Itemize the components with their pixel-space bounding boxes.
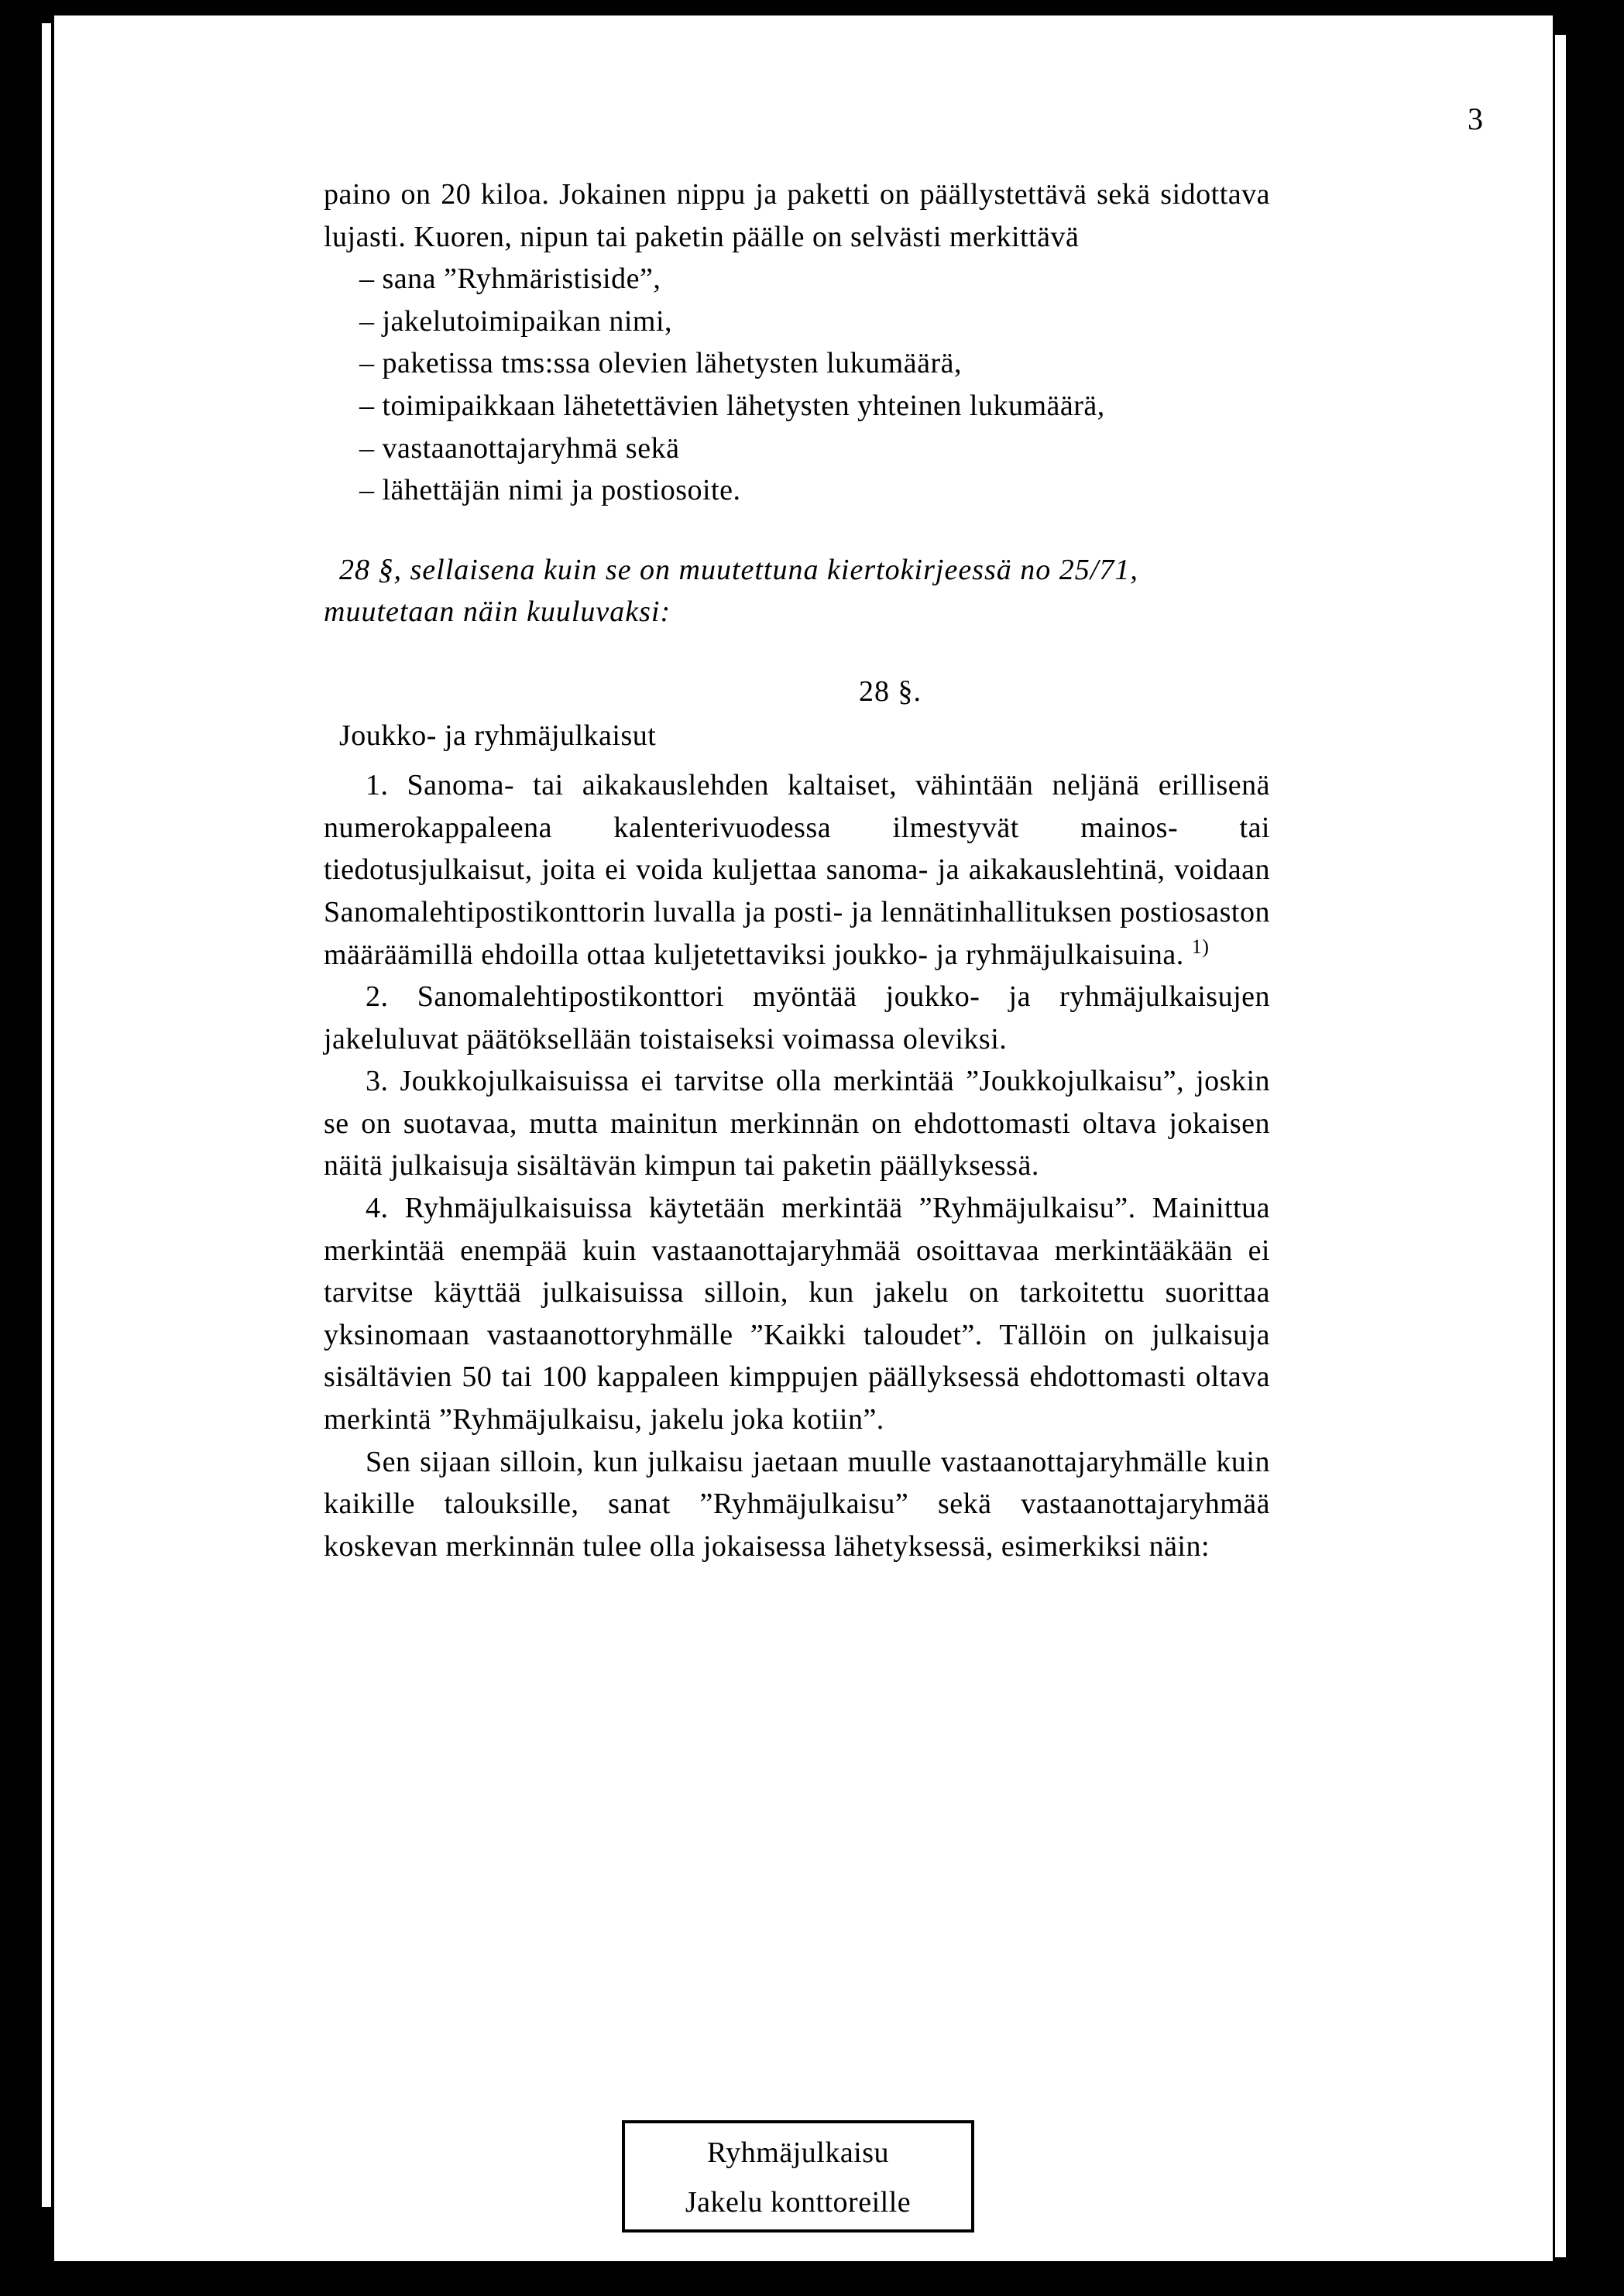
document-body: [324, 173, 1270, 1567]
section-paragraph: [324, 764, 1270, 976]
example-label-line: Ryhmäjulkaisu: [706, 2136, 890, 2169]
list-item: – toimipaikkaan lähetettävien lähetysten yhteinen lukumäärä,: [359, 389, 1105, 422]
section-paragraph: Sen sijaan silloin, kun julkaisu jaetaan muulle vastaanottajaryhmälle kuin kaikille talouksille, sanat ”Ryhmäjulkaisu” sekä vastaanottajaryhmää koskevan merkinnän tulee olla jokaisessa lähetyksessä, esimerkiksi näin:: [324, 1445, 1270, 1563]
list-item: – sana ”Ryhmäristiside”,: [359, 263, 661, 296]
page-number: 3: [1468, 101, 1483, 136]
section-paragraph: 4. Ryhmäjulkaisuissa käytetään merkintää ”Ryhmäjulkaisu”. Mainittua merkintää enempää kuin vastaanottajaryhmää osoittavaa merkintääkään ei tarvitse käyttää julkaisuissa silloin, kun jakelu on tarkoitettu suorittaa yksinomaan vastaanottoryhmälle ”Kaikki taloudet”. Tällöin on julkaisuja sisältävien 50 tai 100 kappaleen kimppujen päällyksessä ehdottomasti oltava merkintä ”Ryhmäjulkaisu, jakelu joka kotiin”.: [324, 1192, 1270, 1436]
scan-edge-right: [1555, 35, 1566, 2257]
footnote-marker: 1): [1191, 935, 1210, 958]
list-item: – lähettäjän nimi ja postiosoite.: [359, 474, 741, 507]
list-item: – jakelutoimipaikan nimi,: [359, 304, 673, 338]
section-paragraph-text: 1. Sanoma- tai aikakauslehden kaltaiset, vähintään neljänä erillisenä numerokappaleena kalenterivuodessa ilmestyvät mainos- tai tiedotusjulkaisut, joita ei voida kuljettaa sanoma- ja aikakauslehtinä, voidaan Sanomalehtipostikonttorin luvalla ja posti- ja lennätinhallituksen postiosaston määräämillä ehdoilla ottaa kuljetettaviksi joukko- ja ryhmäjulkaisuina.: [324, 769, 1270, 971]
list-item: – paketissa tms:ssa olevien lähetysten lukumäärä,: [359, 347, 962, 380]
example-label-box: [622, 2120, 974, 2233]
section-paragraph: 2. Sanomalehtipostikonttori myöntää joukko- ja ryhmäjulkaisujen jakeluluvat päätöksellään toistaiseksi voimassa oleviksi.: [324, 980, 1270, 1055]
section-title: Joukko- ja ryhmäjulkaisut: [339, 719, 657, 752]
example-label-line: Jakelu konttoreille: [685, 2186, 912, 2219]
section-paragraph: 3. Joukkojulkaisuissa ei tarvitse olla merkintää ”Joukkojulkaisu”, joskin se on suotavaa, mutta mainitun merkinnän on ehdottomasti oltava jokaisen näitä julkaisuja sisältävän kimpun tai paketin päällyksessä.: [324, 1065, 1270, 1182]
scan-edge-left: [42, 23, 51, 2207]
list-item: – vastaanottajaryhmä sekä: [359, 431, 680, 465]
intro-paragraph: paino on 20 kiloa. Jokainen nippu ja paketti on päällystettävä sekä sidottava lujasti. Kuoren, nipun tai paketin päälle on selvästi merkittävä: [324, 178, 1270, 253]
amendment-note: 28 §, sellaisena kuin se on muutettuna kiertokirjeessä no 25/71, muutetaan näin kuuluvaksi:: [324, 553, 1138, 629]
section-number: 28 §.: [859, 674, 922, 708]
